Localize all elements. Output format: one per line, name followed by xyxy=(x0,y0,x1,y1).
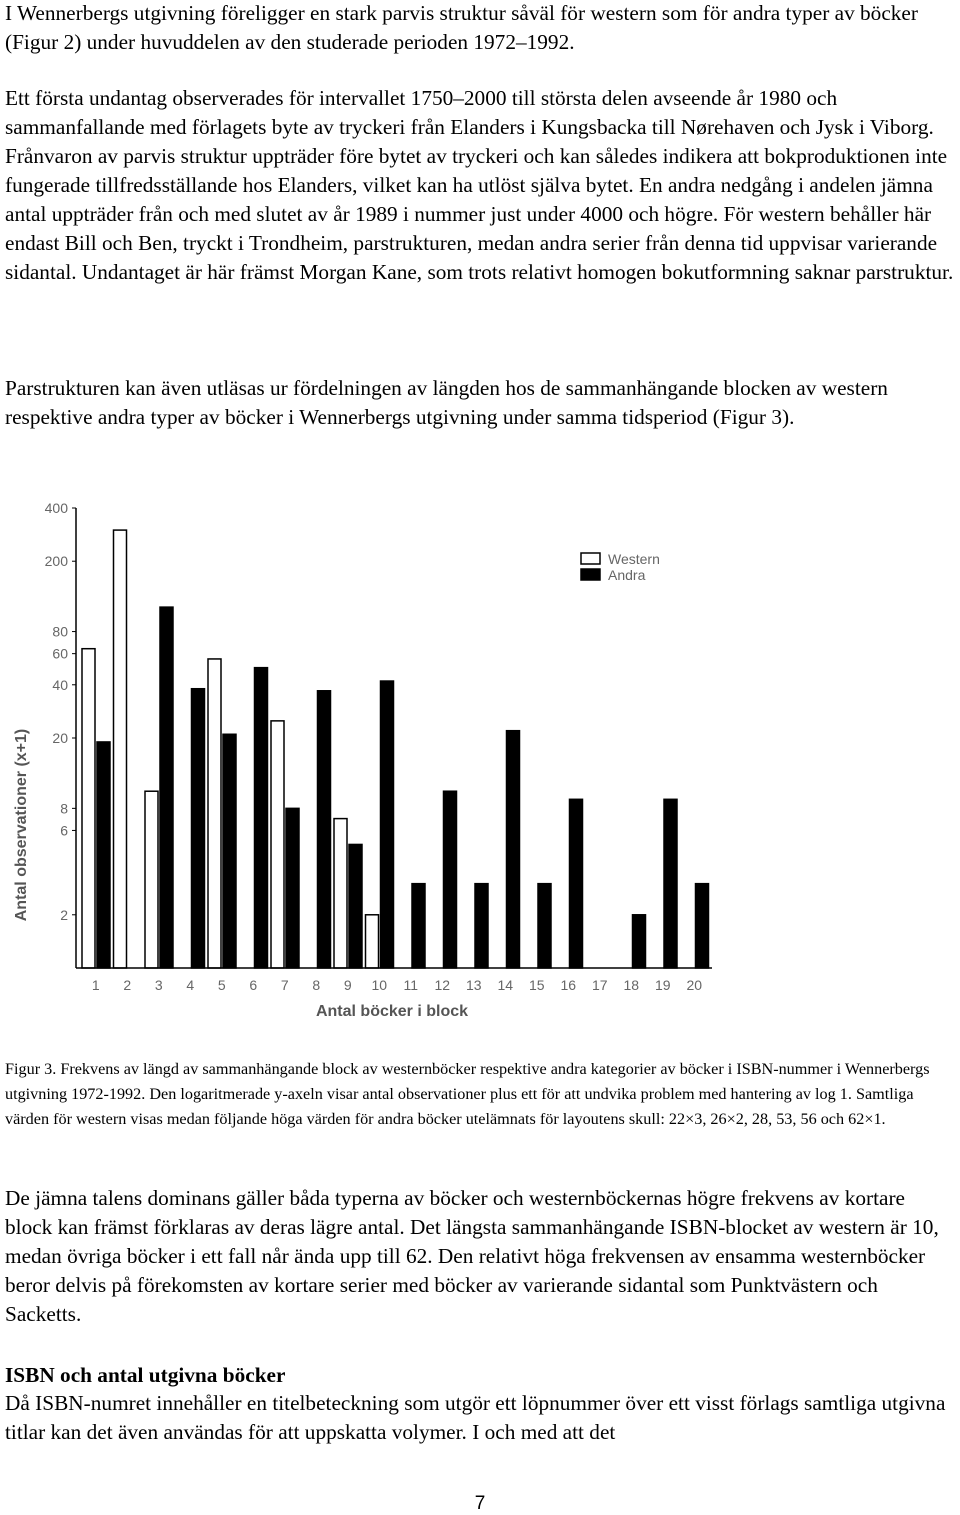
y-tick-label: 80 xyxy=(52,623,68,640)
paragraph-intro: I Wennerbergs utgivning föreligger en stark parvis struktur såväl för western som för andra typer av böcker (Figur 2) under huvuddelen av den studerade perioden 1972–1992. xyxy=(5,1,918,54)
bar-andra-14 xyxy=(507,731,520,968)
x-tick-label: 5 xyxy=(217,977,226,993)
x-tick-label: 4 xyxy=(186,977,195,993)
bar-western-9 xyxy=(334,819,347,968)
x-axis-label: Antal böcker i block xyxy=(315,1003,469,1020)
paragraph-exceptions: Ett första undantag observerades för intervallet 1750–2000 till största delen avseende år 1980 och sammanfallande med förlagets byte av tryckeri från Elanders i Kungsbacka till Nørehaven och Jysk i Viborg. Frånvaron av parvis struktur uppträder före bytet av tryckeri och kan således indikera att bokproduktionen inte fungerade tillfredsställande hos Elanders, vilket kan ha utlöst själva bytet. En andra nedgång i andelen jämna antal uppträder från och med slutet av år 1989 i nummer just under 4000 och högre. För western behåller här endast Bill och Ben, tryckt i Trondheim, parstrukturen, medan andra serier från denna tid uppvisar varierande sidantal. Undantaget är här främst Morgan Kane, som trots relativt homogen bokutformning saknar parstruktur. xyxy=(5,86,954,284)
y-axis-label: Antal observationer (x+1) xyxy=(13,728,30,922)
bar-andra-3 xyxy=(160,607,173,968)
x-tick-label: 6 xyxy=(249,977,258,993)
bar-andra-7 xyxy=(286,808,299,968)
y-tick-label: 6 xyxy=(60,822,68,839)
bar-western-5 xyxy=(208,659,221,968)
bar-western-1 xyxy=(82,649,95,968)
y-tick-label: 40 xyxy=(52,676,68,693)
bar-andra-19 xyxy=(664,799,677,968)
bar-andra-9 xyxy=(349,844,362,968)
x-tick-label: 14 xyxy=(497,977,514,993)
x-tick-label: 12 xyxy=(434,977,451,993)
paragraph-figure-reference: Parstrukturen kan även utläsas ur fördelningen av längden hos de sammanhängande blocken av western respektive andra typer av böcker i Wennerbergs utgivning under samma tidsperiod (Figur 3). xyxy=(5,376,888,429)
bar-andra-1 xyxy=(97,742,110,968)
y-tick-label: 2 xyxy=(60,906,68,923)
figure-caption: Figur 3. Frekvens av längd av sammanhängande block av westernböcker respektive andra kategorier av böcker i ISBN-nummer i Wennerbergs utgivning 1972-1992. Den logaritmerade y-axeln visar antal observationer plus ett för att undvika problem med hantering av log 1. Samtliga värden för western visas medan följande höga värden för andra böcker utelämnats för layoutens skull: 22×3, 26×2, 28, 53, 56 och 62×1. xyxy=(5,1060,930,1128)
bar-andra-10 xyxy=(381,681,394,968)
chart-bars xyxy=(82,530,709,968)
bar-chart xyxy=(0,490,720,1035)
chart-x-ticks xyxy=(92,977,702,993)
bar-andra-12 xyxy=(444,791,457,968)
bar-western-2 xyxy=(114,530,127,968)
y-tick-label: 60 xyxy=(52,645,68,662)
x-tick-label: 1 xyxy=(91,977,100,993)
x-tick-label: 3 xyxy=(154,977,163,993)
bar-andra-11 xyxy=(412,884,425,968)
bar-andra-13 xyxy=(475,884,488,968)
bar-western-3 xyxy=(145,791,158,968)
bar-andra-18 xyxy=(633,915,646,968)
y-tick-label: 200 xyxy=(44,553,68,570)
x-tick-label: 10 xyxy=(371,977,388,993)
x-tick-label: 13 xyxy=(465,977,482,993)
x-tick-label: 8 xyxy=(312,977,321,993)
x-tick-label: 16 xyxy=(560,977,577,993)
x-tick-label: 18 xyxy=(623,977,640,993)
x-tick-label: 19 xyxy=(654,977,671,993)
bar-andra-20 xyxy=(696,884,709,968)
legend-swatch-western xyxy=(581,553,600,564)
y-tick-label: 400 xyxy=(44,500,68,516)
chart-legend xyxy=(581,551,660,583)
paragraph-dominance: De jämna talens dominans gäller båda typerna av böcker och westernböckernas högre frekvens av kortare block kan främst förklaras av deras lägre antal. Det längsta sammanhängande ISBN-blocket av western är 10, medan övriga böcker i ett fall når ända upp till 62. Den relativt höga frekvensen av ensamma westernböcker beror delvis på förekomsten av kortare serier med böcker av varierande sidantal som Punktvästern och Sacketts. xyxy=(5,1186,939,1326)
y-tick-label: 20 xyxy=(52,730,68,746)
bar-andra-8 xyxy=(318,691,331,968)
bar-western-7 xyxy=(271,721,284,968)
legend-label-andra: Andra xyxy=(608,567,646,583)
paragraph-isbn: Då ISBN-numret innehåller en titelbeteckning som utgör ett löpnummer över ett visst förlags samtliga utgivna titlar kan det även användas för att uppskatta volymer. I och med att det xyxy=(5,1391,946,1444)
page-number: 7 xyxy=(474,1493,486,1514)
section-heading: ISBN och antal utgivna böcker xyxy=(5,1363,286,1387)
bar-andra-6 xyxy=(255,668,268,968)
x-tick-label: 7 xyxy=(280,977,289,993)
x-tick-label: 20 xyxy=(686,977,703,993)
x-tick-label: 11 xyxy=(403,977,419,993)
x-tick-label: 2 xyxy=(123,977,132,993)
x-tick-label: 17 xyxy=(591,977,608,993)
bar-andra-16 xyxy=(570,799,583,968)
legend-label-western: Western xyxy=(608,551,660,567)
bar-andra-15 xyxy=(538,884,551,968)
chart-y-ticks xyxy=(45,500,76,923)
legend-swatch-andra xyxy=(581,569,600,580)
x-tick-label: 15 xyxy=(528,977,545,993)
bar-andra-4 xyxy=(192,689,205,968)
bar-western-10 xyxy=(366,915,379,968)
bar-andra-5 xyxy=(223,734,236,968)
y-tick-label: 8 xyxy=(60,800,68,817)
x-tick-label: 9 xyxy=(343,977,352,993)
